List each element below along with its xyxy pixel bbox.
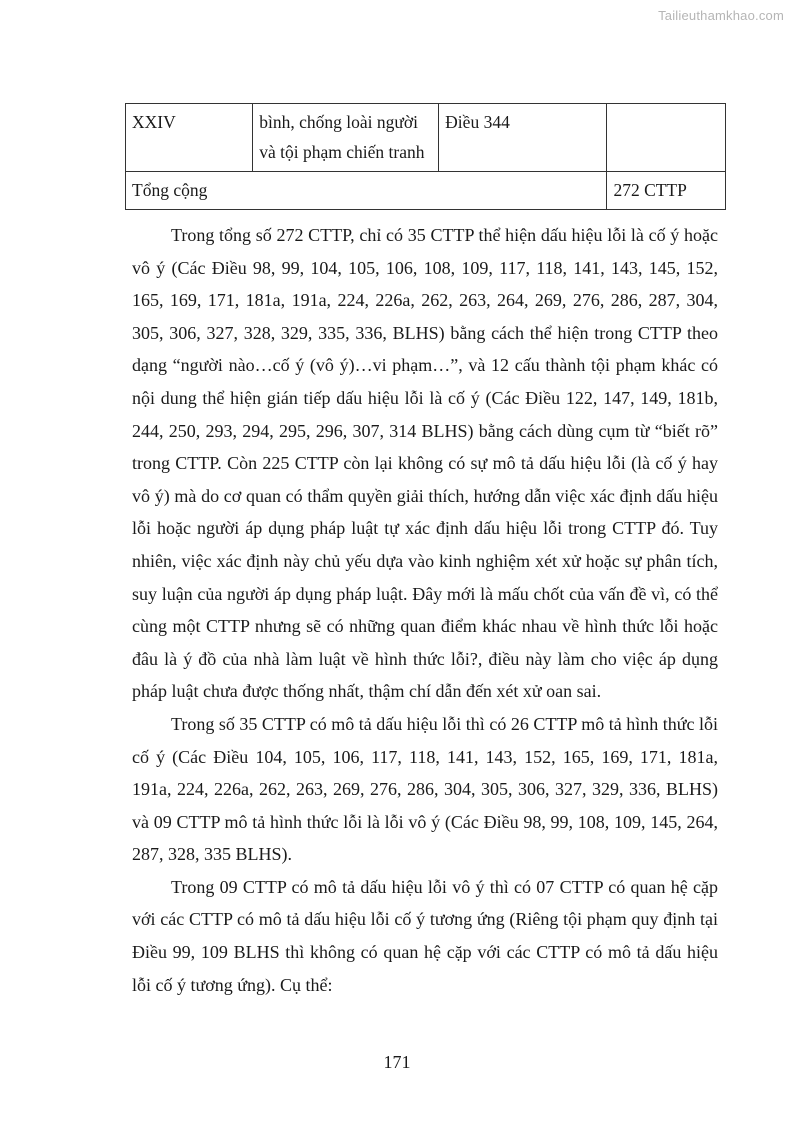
table-cell-chapter: XXIV bbox=[126, 104, 253, 172]
watermark-text: Tailieuthamkhao.com bbox=[658, 8, 784, 23]
paragraph: Trong tổng số 272 CTTP, chỉ có 35 CTTP thể hiện dấu hiệu lỗi là cố ý hoặc vô ý (Các Điều 98, 99, 104, 105, 106, 108, 109, 117, 118, 141, 143, 145, 152, 165, 169, 171, 181a, 191a, 224, 226a, 262, 263, 264, 269, 276, 286, 287, 304, 305, 306, 327, 328, 329, 335, 336, BLHS) bằng cách thể hiện trong CTTP theo dạng “người nào…cố ý (vô ý)…vi phạm…”, và 12 cấu thành tội phạm khác có nội dung thể hiện gián tiếp dấu hiệu lỗi là cố ý (Các Điều 122, 147, 149, 181b, 244, 250, 293, 294, 295, 296, 307, 314 BLHS) bằng cách dùng cụm từ “biết rõ” trong CTTP. Còn 225 CTTP còn lại không có sự mô tả dấu hiệu lỗi (là cố ý hay vô ý) mà do cơ quan có thẩm quyền giải thích, hướng dẫn việc xác định dấu hiệu lỗi hoặc người áp dụng pháp luật tự xác định dấu hiệu lỗi trong CTTP đó. Tuy nhiên, việc xác định này chủ yếu dựa vào kinh nghiệm xét xử hoặc sự phân tích, suy luận của người áp dụng pháp luật. Đây mới là mấu chốt của vấn đề vì, có thể cùng một CTTP nhưng sẽ có những quan điểm khác nhau về hình thức lỗi hoặc đâu là ý đồ của nhà làm luật về hình thức lỗi?, điều này làm cho việc áp dụng pháp luật chưa được thống nhất, thậm chí dẫn đến xét xử oan sai. bbox=[132, 225, 718, 702]
table-cell-article: Điều 344 bbox=[439, 104, 607, 172]
paragraph: Trong số 35 CTTP có mô tả dấu hiệu lỗi thì có 26 CTTP mô tả hình thức lỗi cố ý (Các Điều 104, 105, 106, 117, 118, 141, 143, 152, 165, 169, 171, 181a, 191a, 224, 226a, 262, 263, 269, 276, 286, 304, 305, 306, 327, 329, 336, BLHS) và 09 CTTP mô tả hình thức lỗi là lỗi vô ý (Các Điều 98, 99, 108, 109, 145, 264, 287, 328, 335 BLHS). bbox=[132, 713, 718, 865]
table-cell-description: bình, chống loài người và tội phạm chiến tranh bbox=[253, 104, 439, 172]
table-total-value: 272 CTTP bbox=[607, 172, 726, 210]
page-number: 171 bbox=[383, 1052, 411, 1072]
summary-table bbox=[125, 103, 726, 210]
table-total-label: Tổng cộng bbox=[126, 172, 607, 210]
table-row bbox=[126, 104, 726, 172]
body-text bbox=[132, 219, 718, 1001]
table-row-total bbox=[126, 172, 726, 210]
table-cell-count bbox=[607, 104, 726, 172]
paragraph: Trong 09 CTTP có mô tả dấu hiệu lỗi vô ý thì có 07 CTTP có quan hệ cặp với các CTTP có mô tả dấu hiệu lỗi cố ý tương ứng (Riêng tội phạm quy định tại Điều 99, 109 BLHS thì không có quan hệ cặp với các CTTP có mô tả dấu hiệu lỗi cố ý tương ứng). Cụ thể: bbox=[132, 876, 718, 995]
